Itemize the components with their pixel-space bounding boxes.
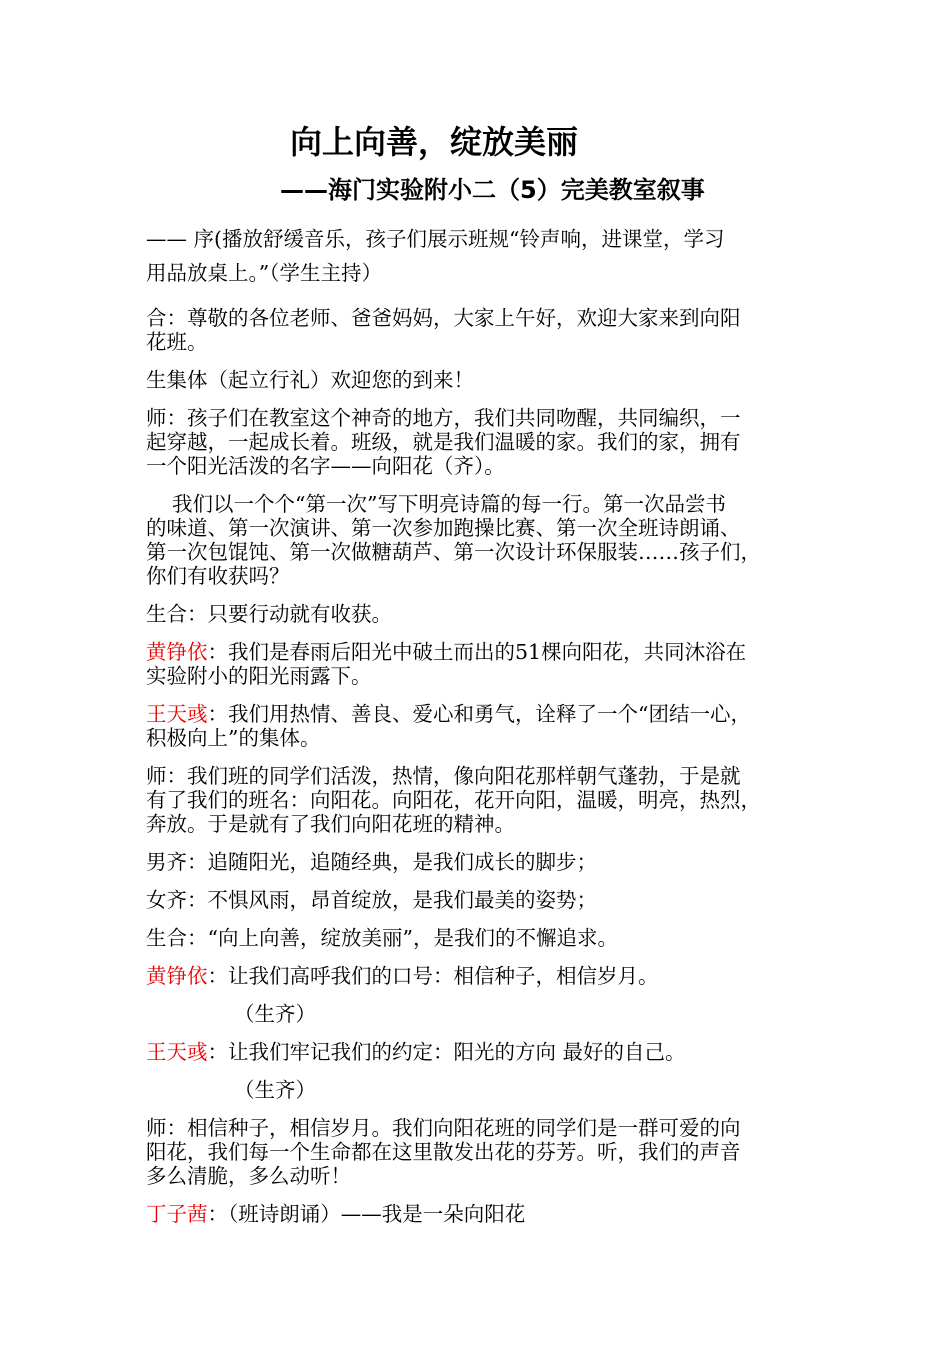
paragraph-line: 花班。 [146,330,208,354]
document-title: 向上向善，绽放美丽 [290,123,579,161]
paragraph-boys [146,850,810,874]
speaker-name: 黄铮依 [146,640,208,664]
speaker-text: ：我们是春雨后阳光中破土而出的51棵向阳花，共同沐浴在 [207,640,747,664]
paragraph-line: 生合：只要行动就有收获。 [146,602,392,626]
paragraph-line: 的味道、第一次演讲、第一次参加跑操比赛、第一次全班诗朗诵、 [146,516,741,540]
paragraph-line: 生集体（起立行礼）欢迎您的到来！ [146,368,474,392]
paragraph-speaker-2 [146,702,810,750]
paragraph-line: 我们以一个个“第一次”写下明亮诗篇的每一行。第一次品尝书 [172,492,726,516]
paragraph-prelude [146,222,810,290]
paragraph-line: （生齐） [234,1078,316,1102]
speaker-name: 黄铮依 [146,964,208,988]
paragraph-stage-note-2 [146,1078,810,1102]
paragraph-teacher-1 [146,406,810,478]
paragraph-teacher-2 [146,764,810,836]
paragraph-line: 一个阳光活泼的名字——向阳花（齐）。 [146,454,505,478]
document-body [146,222,810,1226]
paragraph-line: （生齐） [234,1002,316,1026]
document-subtitle: ——海门实验附小二（5）完美教室叙事 [280,176,705,204]
paragraph-line [146,702,810,726]
speaker-text: ：让我们牢记我们的约定：阳光的方向 最好的自己。 [207,1040,686,1064]
paragraph-line [146,640,810,664]
paragraph-welcome [146,368,810,392]
paragraph-slogan [146,964,810,988]
paragraph-chorus-2 [146,926,810,950]
paragraph-line: 师：我们班的同学们活泼，热情，像向阳花那样朝气蓬勃，于是就 [146,764,741,788]
paragraph-line: 师：孩子们在教室这个神奇的地方，我们共同吻醒，共同编织，一 [146,406,741,430]
paragraph-line: 女齐：不惧风雨，昂首绽放，是我们最美的姿势； [146,888,597,912]
speaker-name: 丁子茜 [146,1202,208,1226]
paragraph-line: 实验附小的阳光雨露下。 [146,664,372,688]
paragraph-first-times [146,492,810,588]
speaker-name: 王天彧 [146,702,208,726]
paragraph-promise [146,1040,810,1064]
paragraph-line: 你们有收获吗？ [146,564,290,588]
paragraph-line: 合：尊敬的各位老师、爸爸妈妈，大家上午好，欢迎大家来到向阳 [146,306,741,330]
paragraph-line: —— 序(播放舒缓音乐，孩子们展示班规“铃声响，进课堂，学习 [146,227,725,251]
paragraph-chorus-1 [146,602,810,626]
paragraph-stage-note-1 [146,1002,810,1026]
paragraph-poem [146,1202,810,1226]
speaker-text: ：让我们高呼我们的口号：相信种子，相信岁月。 [207,964,659,988]
paragraph-line: 第一次包馄饨、第一次做糖葫芦、第一次设计环保服装……孩子们， [146,540,761,564]
paragraph-teacher-3 [146,1116,810,1188]
paragraph-line: 有了我们的班名：向阳花。向阳花，花开向阳，温暖，明亮，热烈， [146,788,761,812]
paragraph-line: 多么清脆，多么动听！ [146,1164,351,1188]
speaker-name: 王天彧 [146,1040,208,1064]
paragraph-line: 生合：“向上向善，绽放美丽”，是我们的不懈追求。 [146,926,618,950]
paragraph-line: 积极向上”的集体。 [146,726,321,750]
paragraph-line: 用品放桌上。”（学生主持） [146,261,382,285]
paragraph-line: 奔放。于是就有了我们向阳花班的精神。 [146,812,515,836]
paragraph-line: 师：相信种子，相信岁月。我们向阳花班的同学们是一群可爱的向 [146,1116,741,1140]
speaker-text: ：（班诗朗诵）——我是一朵向阳花 [207,1202,526,1226]
paragraph-girls [146,888,810,912]
paragraph-line: 起穿越，一起成长着。班级，就是我们温暖的家。我们的家，拥有 [146,430,741,454]
speaker-text: ：我们用热情、善良、爱心和勇气，诠释了一个“团结一心， [207,702,751,726]
paragraph-line: 男齐：追随阳光，追随经典，是我们成长的脚步； [146,850,597,874]
paragraph-speaker-1 [146,640,810,688]
paragraph-line [146,964,810,988]
paragraph-line [146,1202,810,1226]
paragraph-line: 阳花，我们每一个生命都在这里散发出花的芬芳。听，我们的声音 [146,1140,741,1164]
paragraph-greeting [146,306,810,354]
paragraph-line [146,1040,810,1064]
